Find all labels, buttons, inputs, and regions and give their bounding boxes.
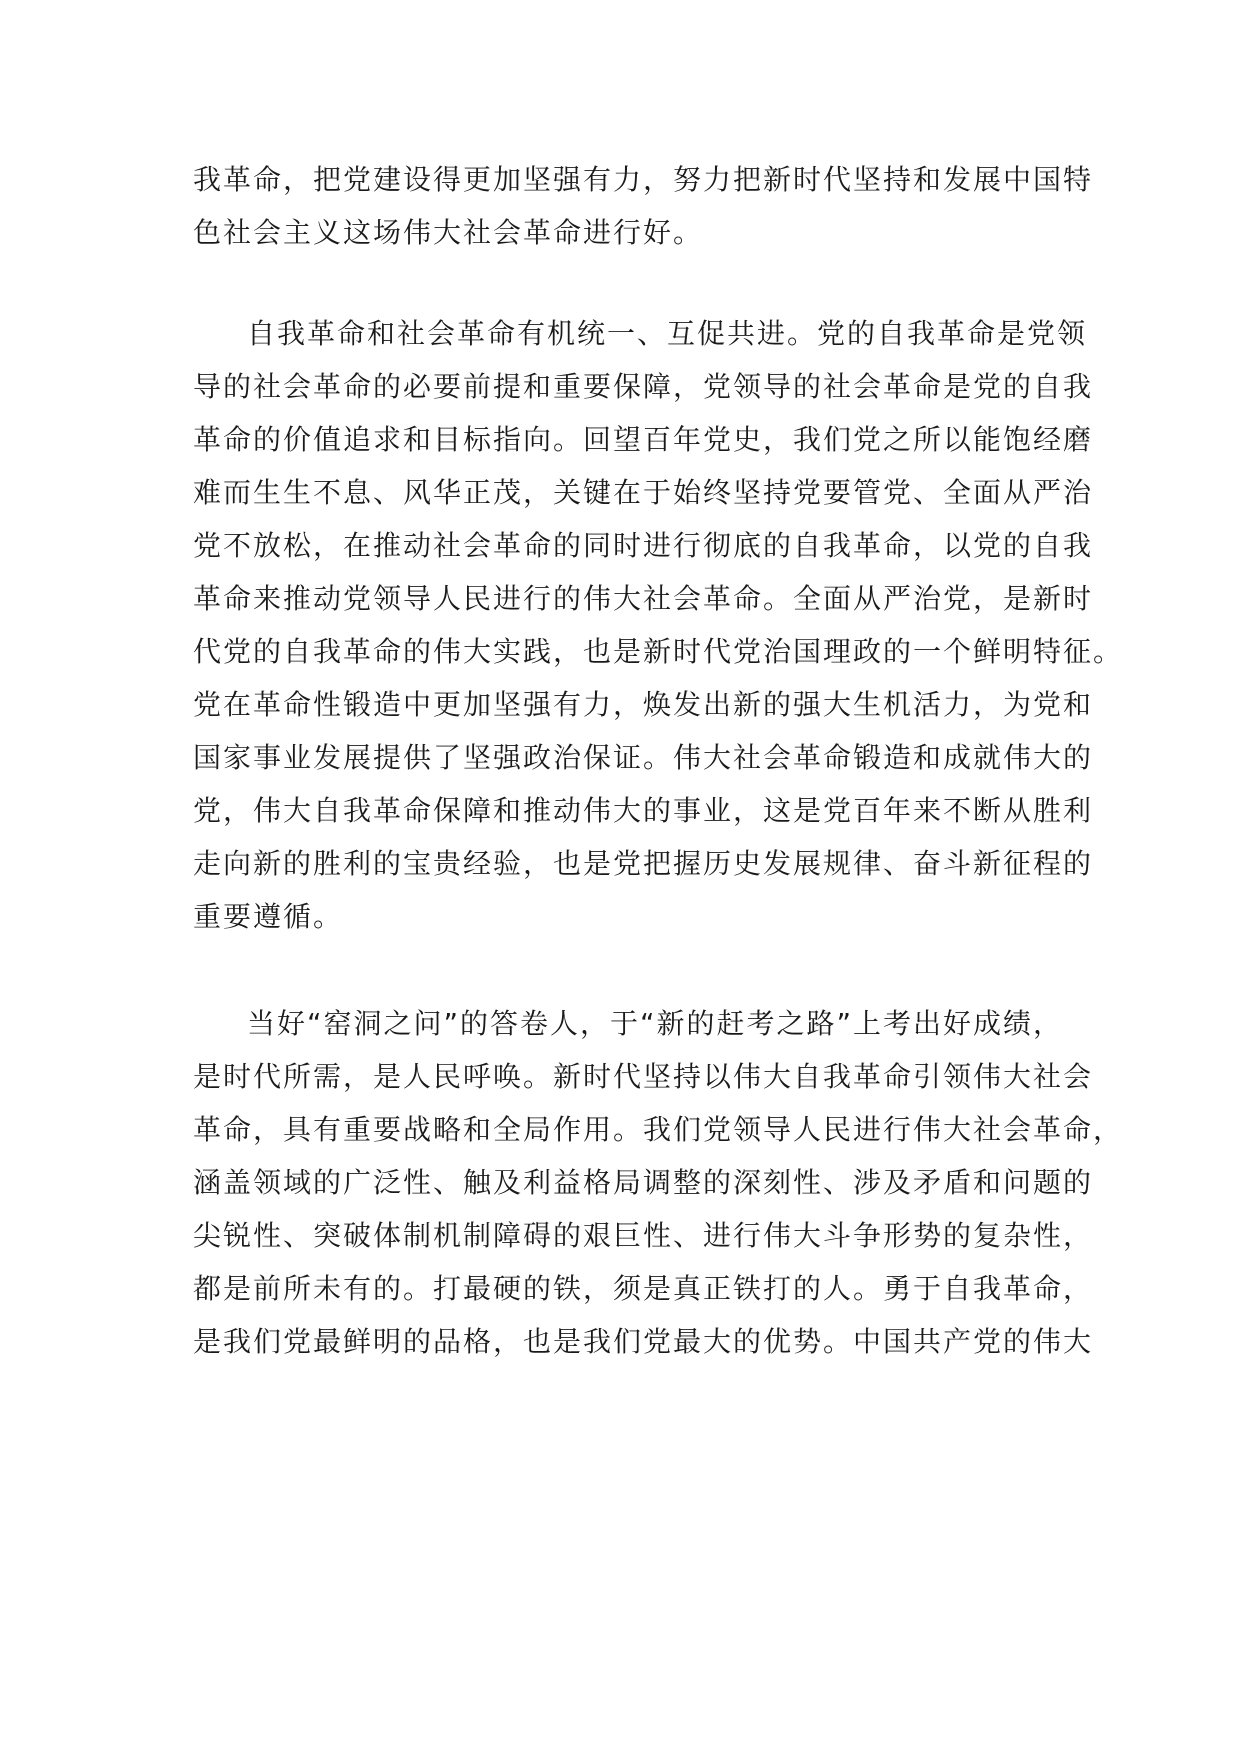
text-line: 重要遵循。 — [193, 900, 344, 933]
text-line: 尖锐性、突破体制机制障碍的艰巨性、进行伟大斗争形势的复杂性， — [193, 1219, 1094, 1252]
text-line: 我革命，把党建设得更加坚强有力，努力把新时代坚持和发展中国特 — [193, 163, 1094, 196]
text-line: 是时代所需，是人民呼唤。新时代坚持以伟大自我革命引领伟大社会 — [193, 1060, 1094, 1093]
text-line: 党不放松，在推动社会革命的同时进行彻底的自我革命，以党的自我 — [193, 529, 1094, 562]
text-line: 革命来推动党领导人民进行的伟大社会革命。全面从严治党，是新时 — [193, 582, 1094, 615]
text-line: 色社会主义这场伟大社会革命进行好。 — [193, 216, 704, 249]
text-line: 难而生生不息、风华正茂，关键在于始终坚持党要管党、全面从严治 — [193, 476, 1094, 509]
text-line: 都是前所未有的。打最硬的铁，须是真正铁打的人。勇于自我革命， — [193, 1272, 1094, 1305]
text-line: 党，伟大自我革命保障和推动伟大的事业，这是党百年来不断从胜利 — [193, 794, 1094, 827]
text-line: 代党的自我革命的伟大实践，也是新时代党治国理政的一个鲜明特征。 — [193, 635, 1124, 668]
text-line: 国家事业发展提供了坚强政治保证。伟大社会革命锻造和成就伟大的 — [193, 741, 1094, 774]
text-line: 革命，具有重要战略和全局作用。我们党领导人民进行伟大社会革命， — [193, 1113, 1124, 1146]
text-line: 是我们党最鲜明的品格，也是我们党最大的优势。中国共产党的伟大 — [193, 1325, 1094, 1358]
paragraph-self-revolution — [193, 307, 1124, 943]
text-line: 革命的价值追求和目标指向。回望百年党史，我们党之所以能饱经磨 — [193, 423, 1094, 456]
text-line: 当好“窑洞之问”的答卷人，于“新的赶考之路”上考出好成绩， — [247, 1007, 1064, 1040]
paragraph-continuation — [193, 153, 1094, 259]
text-line: 自我革命和社会革命有机统一、互促共进。党的自我革命是党领 — [247, 317, 1088, 350]
text-line: 党在革命性锻造中更加坚强有力，焕发出新的强大生机活力，为党和 — [193, 688, 1094, 721]
paragraph-answer-sheet — [193, 997, 1124, 1368]
text-line: 走向新的胜利的宝贵经验，也是党把握历史发展规律、奋斗新征程的 — [193, 847, 1094, 880]
text-line: 涵盖领域的广泛性、触及利益格局调整的深刻性、涉及矛盾和问题的 — [193, 1166, 1094, 1199]
text-line: 导的社会革命的必要前提和重要保障，党领导的社会革命是党的自我 — [193, 370, 1094, 403]
